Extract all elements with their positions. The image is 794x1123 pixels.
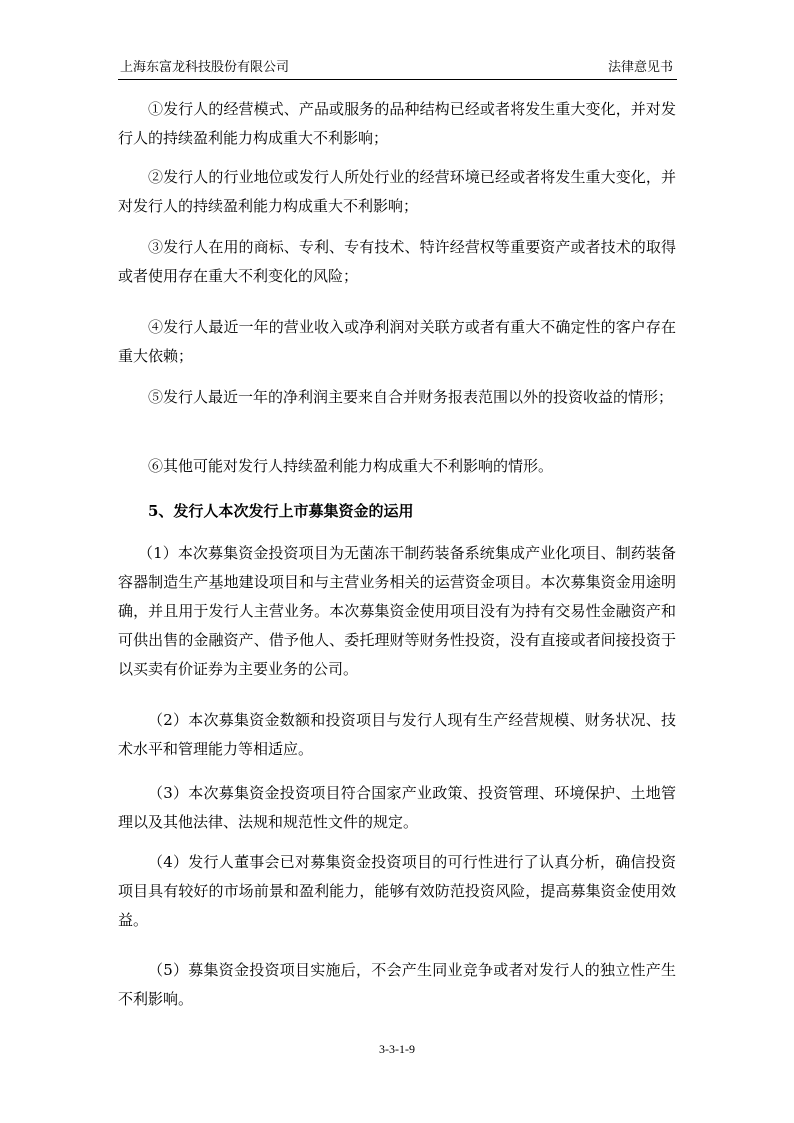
section-item-2: （2）本次募集资金数额和投资项目与发行人现有生产经营规模、财务状况、技术水平和管理能力等相适应。: [118, 711, 676, 758]
section-item-5: （5）募集资金投资项目实施后，不会产生同业竞争或者对发行人的独立性产生不利影响。: [118, 961, 676, 1008]
header-company-name: 上海东富龙科技股份有限公司: [120, 60, 290, 75]
paragraph-item-2: ②发行人的行业地位或发行人所处行业的经营环境已经或者将发生重大变化，并对发行人的持续盈利能力构成重大不利影响；: [118, 168, 676, 215]
section-heading-5: 5、发行人本次发行上市募集资金的运用: [148, 502, 414, 520]
section-item-1: （1）本次募集资金投资项目为无菌冻干制药装备系统集成产业化项目、制药装备容器制造生产基地建设项目和与主营业务相关的运营资金项目。本次募集资金用途明确，并且用于发行人主营业务。本次募集资金使用项目没有为持有交易性金融资产和可供出售的金融资产、借予他人、委托理财等财务性投资，没有直接或者间接投资于以买卖有价证券为主要业务的公司。: [118, 544, 676, 678]
page-number: 3-3-1-9: [379, 1042, 415, 1056]
paragraph-item-5: ⑤发行人最近一年的净利润主要来自合并财务报表范围以外的投资收益的情形；: [148, 388, 674, 406]
paragraph-item-4: ④发行人最近一年的营业收入或净利润对关联方或者有重大不确定性的客户存在重大依赖；: [118, 318, 676, 365]
header-document-type: 法律意见书: [607, 60, 673, 75]
page-header: [118, 57, 677, 80]
paragraph-item-1: ①发行人的经营模式、产品或服务的品种结构已经或者将发生重大变化，并对发行人的持续盈利能力构成重大不利影响；: [118, 100, 676, 147]
section-item-3: （3）本次募集资金投资项目符合国家产业政策、投资管理、环境保护、土地管理以及其他法律、法规和规范性文件的规定。: [118, 784, 676, 831]
section-item-4: （4）发行人董事会已对募集资金投资项目的可行性进行了认真分析，确信投资项目具有较好的市场前景和盈利能力，能够有效防范投资风险，提高募集资金使用效益。: [118, 853, 676, 929]
paragraph-item-6: ⑥其他可能对发行人持续盈利能力构成重大不利影响的情形。: [148, 457, 554, 475]
paragraph-item-3: ③发行人在用的商标、专利、专有技术、特许经营权等重要资产或者技术的取得或者使用存在重大不利变化的风险；: [118, 238, 676, 285]
